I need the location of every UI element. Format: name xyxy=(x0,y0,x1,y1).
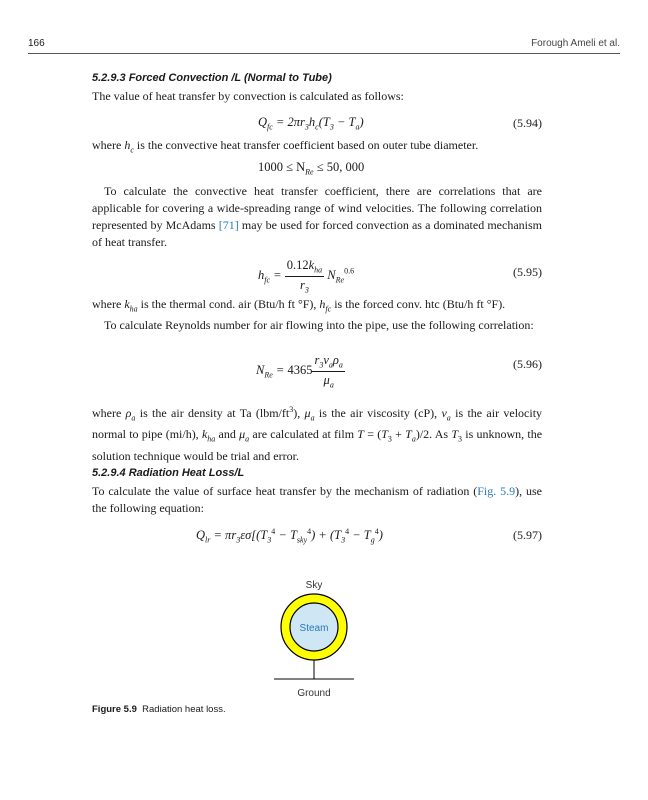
page-header xyxy=(28,38,620,54)
where-rho-text: where $\rho_a$ is the air density at Ta $(lbm/ft^3)$, $\mu_a$ is the air viscosity (cP), $v_a$ is the air velocity normal to pipe (mi/h), $k_{ha}$ and $\mu_a$ are calculated at film $T = (T_3 + T_a)/2$. As $T_3$ is unknown, the solution technique would be trial and error. xyxy=(92,405,543,463)
radiation-paragraph: To calculate the value of surface heat transfer by the mechanism of radiation (Fig. 5.9), use the following equation: xyxy=(92,484,542,515)
figure-caption xyxy=(92,704,226,715)
figure-caption-label: Figure 5.9 xyxy=(92,704,137,715)
where-hc-text: where $h_c$ is the convective heat transfer coefficient based on outer tube diameter. xyxy=(92,138,479,155)
equation-5-96: $N_{Re} = 4365$ $\frac{r_3v_a\rho_a}{\mu_a}$ xyxy=(256,353,343,389)
citation-71[interactable]: [71] xyxy=(218,218,239,232)
equation-number-5-94: (5.94) xyxy=(513,116,542,130)
equation-number-5-96: (5.96) xyxy=(513,357,542,371)
section-heading-forced-convection: 5.2.9.3 Forced Convection /L (Normal to Tube) xyxy=(92,72,332,84)
equation-number-5-97: (5.97) xyxy=(513,528,542,542)
section-heading-radiation: 5.2.9.4 Radiation Heat Loss/L xyxy=(92,467,245,479)
forced-intro: The value of heat transfer by convection is calculated as follows: xyxy=(92,89,404,103)
reynolds-range: $1000 \le N_{Re} \le 50$, 000 xyxy=(258,160,365,177)
figure-reference-link[interactable]: Fig. 5.9 xyxy=(477,484,516,498)
equation-5-97: $Q_{lr} = \pi r_3\varepsilon\sigma[(T_3^4 - T_{sky}^4) + (T_3^4 - T_g^4)$ xyxy=(196,527,383,545)
radiation-figure xyxy=(0,572,648,712)
equation-5-95: $h_{fc}$ = $\frac{0.12k_{ha}}{r_3}$ $N_{Re}^{0.6}$ xyxy=(258,258,355,294)
page-number: 166 xyxy=(28,38,45,49)
header-rule xyxy=(28,53,620,54)
figure-caption-text: Radiation heat loss. xyxy=(142,704,226,715)
where-kha-text: where $k_{ha}$ is the thermal cond. air (Btu/h ft °F), $h_{fc}$ is the forced conv. htc (Btu/h ft °F). xyxy=(92,297,506,314)
correlation-paragraph: To calculate the convective heat transfer coefficient, there are correlations that are applicable for covering a wide-spreading range of wind velocities. The following correlation represented by McAdams [71] may be used for forced convection as a dominated mechanism of heat transfer. xyxy=(92,184,542,249)
reynolds-paragraph: To calculate Reynolds number for air flowing into the pipe, use the following correlation: xyxy=(104,318,534,333)
ground-label: Ground xyxy=(297,688,331,699)
equation-number-5-95: (5.95) xyxy=(513,265,542,279)
sky-label: Sky xyxy=(305,580,323,591)
running-authors: Forough Ameli et al. xyxy=(531,38,620,49)
equation-5-94: $Q_{fc} = 2\pi r_3h_c(T_3 - T_a)$ xyxy=(258,115,364,132)
steam-label: Steam xyxy=(299,623,329,634)
